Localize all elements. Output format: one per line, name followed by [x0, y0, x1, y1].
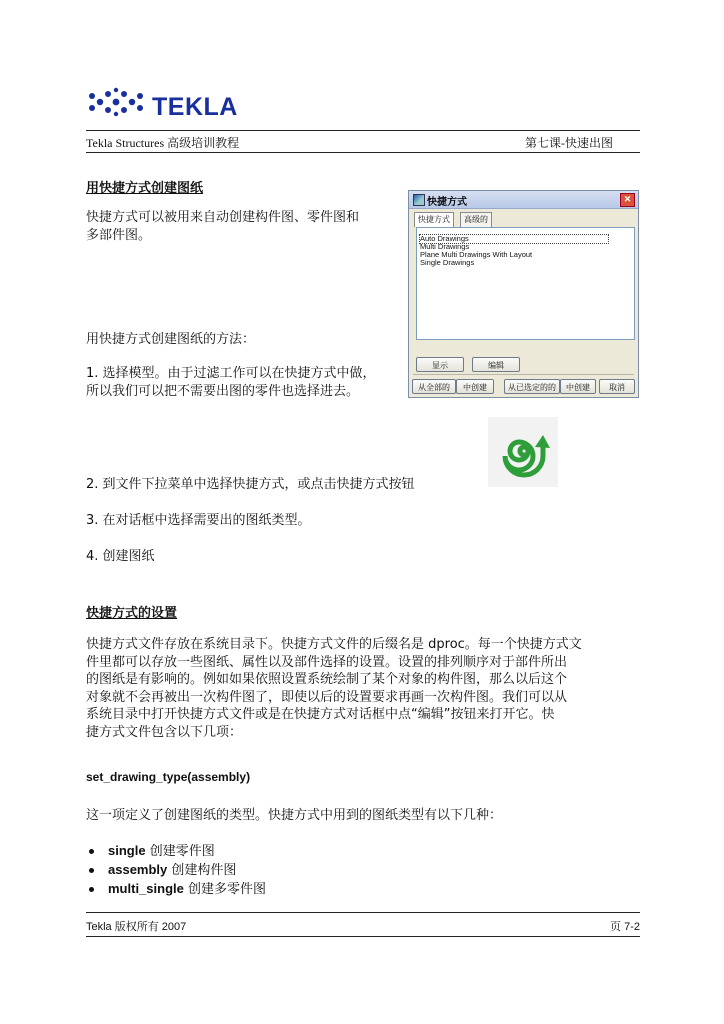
from-all-button[interactable]: 从全部的 — [412, 379, 456, 394]
intro-line-2: 多部件图。 — [86, 228, 152, 243]
step1-line-1: 1. 选择模型。由于过滤工作可以在快捷方式中做， — [86, 366, 376, 381]
footer-left-text: Tekla 版权所有 2007 — [86, 921, 187, 933]
drawing-type-list-bullets — [89, 842, 266, 899]
type-intro: 这一项定义了创建图纸的类型。快捷方式中用到的图纸类型有以下几种： — [86, 808, 503, 823]
type-desc: 创建多零件图 — [183, 882, 266, 897]
dialog-titlebar — [409, 191, 638, 209]
tekla-logo-icon — [86, 86, 148, 122]
footer-page-number: 页 7-2 — [610, 921, 640, 933]
dialog-separator — [413, 374, 634, 375]
type-key: multi_single — [108, 881, 184, 896]
tekla-logo — [86, 84, 236, 124]
list-item — [89, 842, 266, 861]
shortcut-dialog — [408, 190, 639, 398]
list-item[interactable]: Multi Drawings — [420, 242, 470, 251]
step3-line: 3. 在对话框中选择需要出的图纸类型。 — [86, 513, 311, 528]
edit-button[interactable]: 编辑 — [472, 357, 520, 372]
method-line: 用快捷方式创建图纸的方法： — [86, 332, 256, 347]
create-from-all-button[interactable]: 中创建 — [456, 379, 494, 394]
type-desc: 创建构件图 — [167, 863, 237, 878]
tab-shortcut[interactable]: 快捷方式 — [414, 212, 454, 227]
paragraph-line: 对象就不会再被出一次构件图了，即使以后的设置要求再画一次构件图。我们可以从 — [86, 689, 568, 705]
list-item[interactable]: Single Drawings — [420, 258, 475, 267]
footer-rule-bottom — [86, 936, 640, 937]
header-right-text: 第七课-快速出图 — [525, 136, 613, 150]
footer-rule-top — [86, 912, 640, 913]
header-rule-top — [86, 130, 640, 131]
type-key: single — [108, 843, 146, 858]
shortcut-spiral-icon — [488, 417, 558, 487]
paragraph-line: 的图纸是有影响的。例如如果依照设置系统绘制了某个对象的构件图，那么以后这个 — [86, 672, 568, 687]
create-from-selected-button[interactable]: 中创建 — [560, 379, 596, 394]
drawing-type-list[interactable] — [416, 227, 635, 340]
shortcut-icon-frame — [488, 417, 558, 487]
step4-line: 4. 创建图纸 — [86, 549, 155, 564]
tab-advanced[interactable]: 高级的 — [460, 212, 492, 227]
list-item[interactable]: Auto Drawings — [420, 235, 608, 243]
header-left-text: Tekla Structures 高级培训教程 — [86, 136, 240, 150]
paragraph-line: 件里都可以存放一些图纸、属性以及部件选择的设置。设置的排列顺序对于部件所出 — [86, 654, 568, 670]
step1-line-2: 所以我们可以把不需要出图的零件也选择进去。 — [86, 384, 360, 399]
section2-title: 快捷方式的设置 — [86, 606, 178, 621]
list-item — [89, 861, 266, 880]
bullet-icon — [89, 887, 94, 892]
section1-title: 用快捷方式创建图纸 — [86, 181, 204, 196]
list-item — [89, 880, 266, 899]
type-key: assembly — [108, 862, 168, 877]
paragraph-line: 系统目录中打开快捷方式文件或是在快捷方式对话框中点“编辑”按钮来打开它。快 — [86, 707, 555, 722]
type-desc: 创建零件图 — [145, 844, 215, 859]
intro-line-1: 快捷方式可以被用来自动创建构件图、零件图和 — [86, 210, 360, 225]
bullet-icon — [89, 849, 94, 854]
brand-name: TEKLA — [152, 93, 238, 121]
cancel-button[interactable]: 取消 — [599, 379, 635, 394]
list-item[interactable]: Plane Multi Drawings With Layout — [420, 250, 533, 259]
paragraph-line: 快捷方式文件存放在系统目录下。快捷方式文件的后缀名是 dproc。每一个快捷方式文 — [86, 637, 582, 652]
dialog-title: 快捷方式 — [427, 197, 467, 208]
show-button[interactable]: 显示 — [416, 357, 464, 372]
step2-line: 2. 到文件下拉菜单中选择快捷方式，或点击快捷方式按钮 — [86, 477, 415, 492]
header-rule-bottom — [86, 152, 640, 153]
close-icon[interactable]: ✕ — [620, 193, 635, 207]
bullet-icon — [89, 868, 94, 873]
paragraph-line: 捷方式文件包含以下几项： — [86, 724, 243, 740]
from-selected-button[interactable]: 从已选定的的 — [504, 379, 560, 394]
code-heading: set_drawing_type(assembly) — [86, 770, 251, 784]
dialog-app-icon — [413, 194, 425, 206]
settings-paragraph — [86, 636, 642, 741]
